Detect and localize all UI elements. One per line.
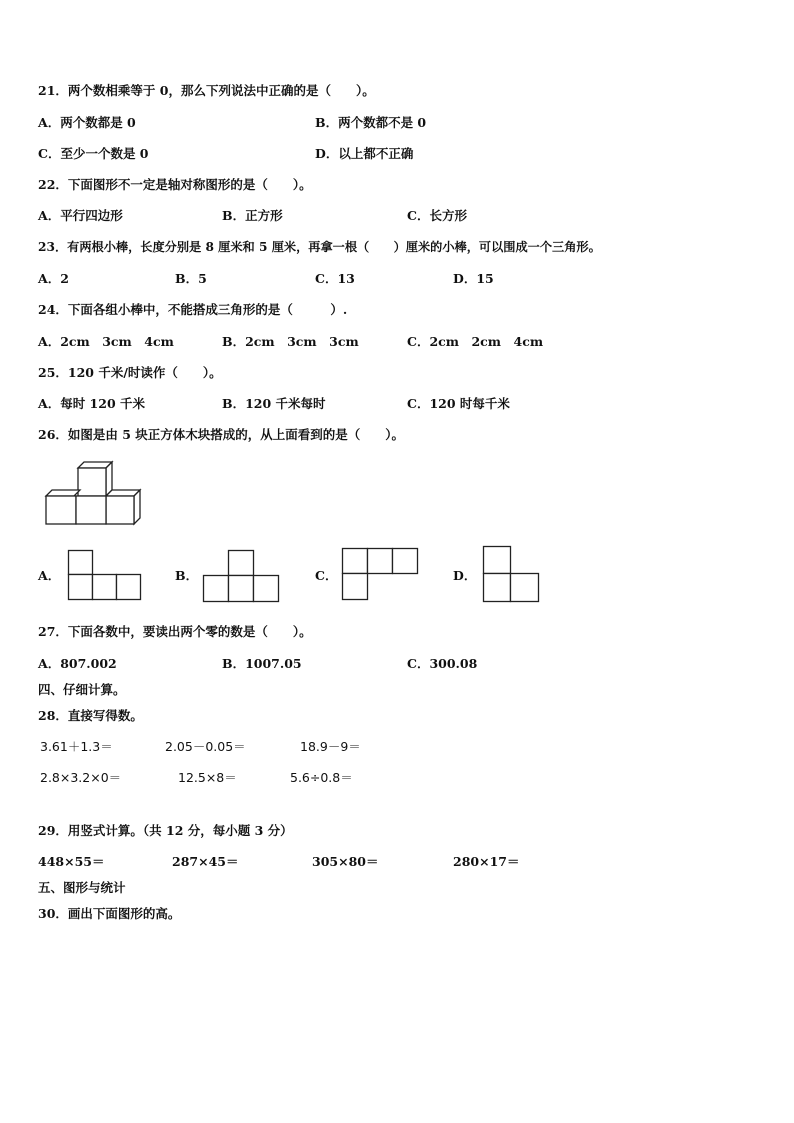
q23-option-c: C．13	[315, 271, 355, 286]
q21-stem: 21．两个数相乘等于 0，那么下列说法中正确的是（ ）。	[38, 83, 375, 98]
q26-option-a-figure	[68, 550, 142, 602]
q24-option-b: B．2cm 3cm 3cm	[222, 334, 359, 349]
q26-option-c-label: C．	[315, 568, 338, 583]
q25-option-b: B．120 千米每时	[222, 396, 326, 411]
q23-option-b: B．5	[175, 271, 207, 286]
q28-expr-5: 12.5×8＝	[178, 770, 237, 785]
q26-option-b-label: B．	[175, 568, 199, 583]
cube-arrangement-figure	[44, 460, 144, 530]
q27-stem: 27．下面各数中，要读出两个零的数是（ ）。	[38, 624, 312, 639]
q25-stem: 25．120 千米/时读作（ ）。	[38, 365, 222, 380]
left-cube-top-face	[46, 490, 80, 496]
q23-stem: 23．有两根小棒，长度分别是 8 厘米和 5 厘米，再拿一根（ ）厘米的小棒，可以围成一个三角形。	[38, 240, 601, 254]
q23-option-d: D．15	[453, 271, 494, 286]
top-cube-front-face	[78, 468, 106, 496]
q28-stem: 28．直接写得数。	[38, 708, 143, 723]
q21-option-d: D．以上都不正确	[315, 146, 414, 161]
q28-expr-2: 2.05－0.05＝	[165, 739, 246, 754]
q26-option-d-figure	[483, 546, 543, 604]
q28-expr-4: 2.8×3.2×0＝	[40, 770, 122, 785]
q27-option-c: C．300.08	[407, 656, 478, 671]
q28-expr-1: 3.61＋1.3＝	[40, 739, 113, 754]
q22-option-c: C．长方形	[407, 208, 467, 223]
q21-option-c: C．至少一个数是 0	[38, 146, 149, 161]
q27-option-a: A．807.002	[38, 656, 117, 671]
q28-expr-3: 18.9－9＝	[300, 739, 361, 754]
q26-option-c-figure	[342, 548, 420, 602]
right-cube-side-face	[134, 490, 140, 524]
q26-stem: 26．如图是由 5 块正方体木块搭成的，从上面看到的是（ ）。	[38, 427, 405, 442]
q25-option-c: C．120 时每千米	[407, 396, 510, 411]
q21-option-b: B．两个数都不是 0	[315, 115, 427, 130]
q29-item-1: 448×55＝	[38, 854, 105, 869]
q24-option-c: C．2cm 2cm 4cm	[407, 334, 544, 349]
q28-expr-6: 5.6÷0.8＝	[290, 770, 353, 785]
q29-item-4: 280×17＝	[453, 854, 520, 869]
q29-item-3: 305×80＝	[312, 854, 379, 869]
q30-stem: 30．画出下面图形的高。	[38, 906, 181, 921]
q29-stem: 29．用竖式计算。（共 12 分，每小题 3 分）	[38, 823, 293, 838]
q25-option-a: A．每时 120 千米	[38, 396, 145, 411]
q24-option-a: A．2cm 3cm 4cm	[38, 334, 174, 349]
section-4-heading: 四、仔细计算。	[38, 682, 126, 697]
q26-option-d-label: D．	[453, 568, 477, 583]
q26-option-a-label: A．	[38, 568, 61, 583]
middle-cube-front-face	[76, 496, 106, 524]
q21-option-a: A．两个数都是 0	[38, 115, 136, 130]
q27-option-b: B．1007.05	[222, 656, 302, 671]
left-cube-front-face	[46, 496, 76, 524]
q26-option-b-figure	[203, 550, 281, 604]
right-cube-front-face	[106, 496, 134, 524]
q23-option-a: A．2	[38, 271, 69, 286]
section-5-heading: 五、图形与统计	[38, 880, 126, 895]
q22-stem: 22．下面图形不一定是轴对称图形的是（ ）。	[38, 177, 312, 192]
q22-option-a: A．平行四边形	[38, 208, 123, 223]
q24-stem: 24．下面各组小棒中，不能搭成三角形的是（ ）.	[38, 302, 348, 317]
q22-option-b: B．正方形	[222, 208, 283, 223]
q29-item-2: 287×45＝	[172, 854, 239, 869]
